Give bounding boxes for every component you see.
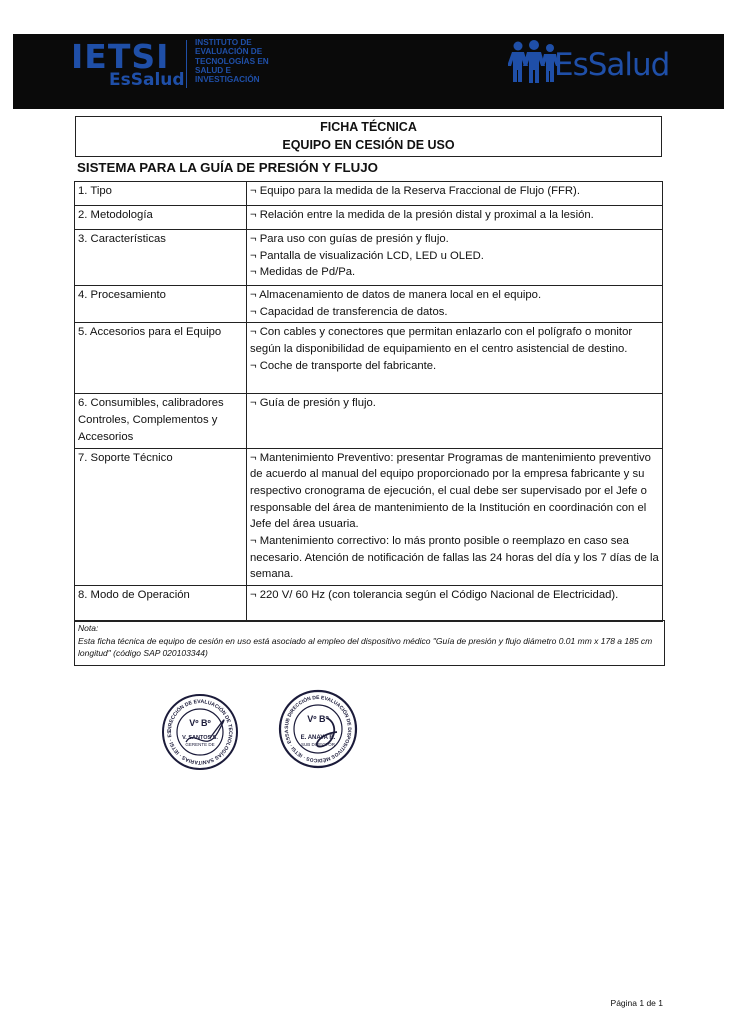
- essalud-wordmark: EsSalud: [554, 47, 670, 83]
- row-label: 7. Soporte Técnico: [75, 448, 247, 586]
- stamp-left-name: V. SANTOS S.: [182, 735, 218, 741]
- stamp-left-ring: DIRECCIÓN DE EVALUACIÓN DE TECNOLOGÍAS SANITARIAS · IETSI · ES: [166, 698, 234, 766]
- stamp-right-vb: Vº Bº: [307, 714, 329, 724]
- stamp-right-role: SUB DIRECTOR: [301, 742, 335, 747]
- row-value: ¬ Para uso con guías de presión y flujo. ¬ Pantalla de visualización LCD, LED u OLED. ¬ Medidas de Pd/Pa.: [247, 230, 663, 286]
- table-row: [75, 286, 663, 323]
- spec-table: [74, 181, 663, 622]
- row-label: 8. Modo de Operación: [75, 586, 247, 622]
- section-title: SISTEMA PARA LA GUÍA DE PRESIÓN Y FLUJO: [77, 160, 378, 175]
- table-row: [75, 323, 663, 394]
- row-value: ¬ Relación entre la medida de la presión distal y proximal a la lesión.: [247, 206, 663, 230]
- approval-stamp-right: [277, 688, 359, 770]
- row-value: ¬ 220 V/ 60 Hz (con tolerancia según el Código Nacional de Electricidad).: [247, 586, 663, 622]
- note-box: [74, 620, 665, 666]
- table-row: [75, 586, 663, 622]
- table-row: [75, 448, 663, 586]
- table-row: [75, 394, 663, 448]
- logo-divider: [186, 40, 187, 88]
- row-label: 5. Accesorios para el Equipo: [75, 323, 247, 394]
- table-row: [75, 230, 663, 286]
- table-row: [75, 182, 663, 206]
- row-label: 6. Consumibles, calibradores Controles, Complementos y Accesorios: [75, 394, 247, 448]
- row-label: 1. Tipo: [75, 182, 247, 206]
- approval-stamp-left: [160, 692, 240, 772]
- stamp-right-ring: SUB DIRECCIÓN DE EVALUACIÓN DE DISPOSITIVOS MÉDICOS · IETSI · ESSA: [283, 694, 353, 764]
- essalud-logo: [508, 40, 668, 90]
- row-label: 3. Características: [75, 230, 247, 286]
- row-value: ¬ Guía de presión y flujo.: [247, 394, 663, 448]
- row-value: ¬ Con cables y conectores que permitan enlazarlo con el polígrafo o monitor según la disponibilidad de equipamiento en el centro asistencial de destino. ¬ Coche de transporte del fabricante.: [247, 323, 663, 394]
- stamp-left-role: GERENTE DE: [185, 742, 215, 747]
- page-header: [13, 34, 724, 109]
- title-line-2: EQUIPO EN CESIÓN DE USO: [282, 138, 455, 152]
- stamp-left-vb: Vº Bº: [189, 718, 211, 728]
- institute-name: INSTITUTO DE EVALUACIÓN DE TECNOLOGÍAS EN SALUD E INVESTIGACIÓN: [195, 38, 269, 85]
- row-value: ¬ Equipo para la medida de la Reserva Fraccional de Flujo (FFR).: [247, 182, 663, 206]
- title-line-1: FICHA TÉCNICA: [320, 120, 417, 134]
- ietsi-wordmark: IETSI: [71, 37, 170, 76]
- note-text: Esta ficha técnica de equipo de cesión en uso está asociado al empleo del dispositivo médico "Guía de presión y flujo diámetro 0.01 mm x 178 a 185 cm longitud" (código SAP 020103344): [78, 635, 653, 659]
- people-figures-icon: [508, 40, 560, 84]
- document-title: [75, 116, 662, 157]
- table-row: [75, 206, 663, 230]
- row-value: ¬ Mantenimiento Preventivo: presentar Programas de mantenimiento preventivo de acuerdo al manual del equipo proporcionado por la empresa fabricante y su respectivo cronograma de ejecución, el cual debe ser supervisado por el Jefe o responsable del área de mantenimiento de la Institución en coordinación con el Jefe del área usuaria. ¬ Mantenimiento correctivo: lo más pronto posible o reemplazo en caso sea necesario. Atención de notificación de fallas las 24 horas del día y los 7 días de la semana.: [247, 448, 663, 586]
- row-label: 4. Procesamiento: [75, 286, 247, 323]
- note-label: Nota:: [78, 623, 99, 633]
- page-number: Página 1 de 1: [610, 998, 663, 1008]
- essalud-subword: EsSalud: [109, 70, 185, 90]
- row-value: ¬ Almacenamiento de datos de manera local en el equipo. ¬ Capacidad de transferencia de datos.: [247, 286, 663, 323]
- ietsi-logo: [71, 37, 185, 92]
- stamp-right-name: E. ANAYA R.: [300, 735, 336, 741]
- row-label: 2. Metodología: [75, 206, 247, 230]
